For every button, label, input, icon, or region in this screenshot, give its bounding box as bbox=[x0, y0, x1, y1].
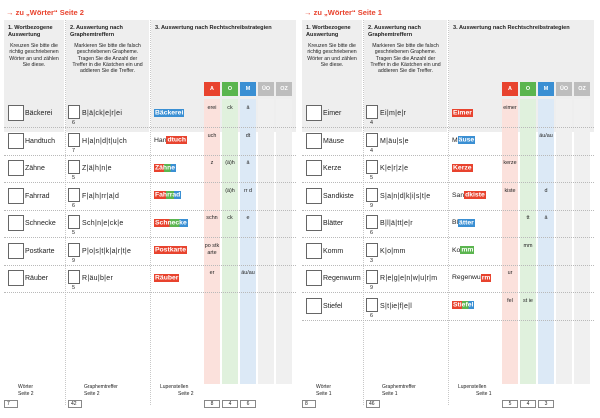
grapheme-count: 4 bbox=[370, 147, 373, 154]
word-checkbox[interactable] bbox=[306, 188, 322, 204]
word-label: Schnecke bbox=[25, 220, 56, 227]
grapheme-segmentation: M|äu|s|e bbox=[380, 137, 409, 145]
grapheme-count: 4 bbox=[370, 120, 373, 126]
word-label: Stiefel bbox=[323, 302, 343, 310]
table-row bbox=[302, 101, 594, 128]
grapheme-segmentation: H|a|n|d|t|u|ch bbox=[82, 137, 128, 145]
table-row bbox=[4, 184, 296, 211]
table-row bbox=[4, 266, 296, 293]
grapheme-count: 9 bbox=[72, 257, 75, 264]
word-checkbox[interactable] bbox=[8, 105, 24, 121]
grapheme-count: 3 bbox=[370, 257, 373, 264]
marked-word bbox=[154, 219, 188, 226]
strategy-cell-m: rr d bbox=[243, 187, 253, 194]
grapheme-count: 6 bbox=[72, 202, 75, 209]
word-checkbox[interactable] bbox=[306, 105, 322, 121]
grapheme-segmentation: R|e|g|e|n|w|u|r|m bbox=[380, 275, 438, 282]
grapheme-count: 9 bbox=[370, 285, 373, 291]
word-label: Postkarte bbox=[25, 247, 55, 255]
marked-highlight: dtuch bbox=[167, 136, 186, 144]
grapheme-count-box[interactable] bbox=[68, 133, 80, 147]
grapheme-count-box[interactable] bbox=[366, 243, 378, 257]
grapheme-segmentation: P|o|s|t|k|a|r|t|e bbox=[82, 247, 132, 255]
strategy-tag: A bbox=[502, 82, 518, 96]
grapheme-count-box[interactable] bbox=[366, 188, 378, 202]
footer-words-page: Seite 2 bbox=[18, 391, 34, 397]
grapheme-count-box[interactable] bbox=[366, 105, 378, 119]
grapheme-segmentation: Ei|m|e|r bbox=[380, 110, 407, 117]
table-row bbox=[302, 211, 594, 238]
left-panel bbox=[4, 8, 296, 413]
marked-word bbox=[452, 247, 474, 254]
grapheme-segmentation: K|o|mm bbox=[380, 247, 406, 255]
word-checkbox[interactable] bbox=[8, 188, 24, 204]
footer-lupen-page: Seite 1 bbox=[476, 391, 492, 397]
strategy-cell-o: tt bbox=[526, 215, 530, 221]
strategy-cell-a: erei bbox=[207, 105, 217, 111]
strategy-tag: OZ bbox=[574, 82, 590, 96]
strategy-cell-o: st ie bbox=[523, 297, 533, 304]
strategy-tag: O bbox=[520, 82, 536, 96]
marked-highlight: Räuber bbox=[155, 274, 179, 281]
footer-graph-label: Graphemtreffer bbox=[382, 384, 416, 390]
word-checkbox[interactable] bbox=[8, 215, 24, 231]
word-label: Blätter bbox=[323, 220, 344, 227]
grapheme-segmentation: Z|ä|h|n|e bbox=[82, 165, 112, 172]
marked-highlight: mm bbox=[461, 246, 474, 254]
strategy-tag: A bbox=[204, 82, 220, 96]
marked-highlight: Postkarte bbox=[155, 246, 186, 254]
marked-word bbox=[154, 137, 187, 144]
grapheme-count-box[interactable] bbox=[68, 105, 80, 119]
word-checkbox[interactable] bbox=[8, 133, 24, 149]
marked-highlight: Schnecke bbox=[155, 219, 187, 226]
marked-word bbox=[154, 164, 176, 171]
strategy-tag: M bbox=[538, 82, 554, 96]
marked-highlight: dkiste bbox=[465, 191, 485, 199]
word-label: Mäuse bbox=[323, 137, 345, 145]
strategy-tag: M bbox=[240, 82, 256, 96]
marked-highlight: Bäckerei bbox=[155, 109, 184, 116]
word-label: Handtuch bbox=[25, 137, 55, 145]
header-title: 3. Auswertung nach Rechtschreibstrategien bbox=[155, 25, 272, 31]
footer-lupen-value: 5 bbox=[502, 400, 518, 408]
grapheme-count: 5 bbox=[370, 175, 373, 181]
word-checkbox[interactable] bbox=[306, 133, 322, 149]
word-label: Komm bbox=[323, 247, 344, 255]
word-label: Fahrrad bbox=[25, 192, 50, 200]
grapheme-count: 7 bbox=[72, 147, 75, 154]
strategy-cell-o: (ä)h bbox=[225, 187, 235, 194]
footer-graph-value: 46 bbox=[366, 400, 380, 408]
grapheme-segmentation: F|a|h|rr|a|d bbox=[82, 192, 120, 200]
grapheme-count-box[interactable] bbox=[68, 160, 80, 174]
footer-lupen-page: Seite 2 bbox=[178, 391, 194, 397]
marked-prefix: M bbox=[452, 136, 458, 144]
grapheme-segmentation: S|a|n|d|k|i|s|t|e bbox=[380, 192, 431, 200]
grapheme-segmentation: B|l|ä|tt|e|r bbox=[380, 220, 413, 227]
marked-highlight: Kerze bbox=[453, 164, 472, 171]
word-checkbox[interactable] bbox=[306, 215, 322, 231]
word-checkbox[interactable] bbox=[306, 298, 322, 314]
footer-graph-page: Seite 2 bbox=[84, 391, 100, 397]
marked-word bbox=[154, 274, 179, 281]
grapheme-count-box[interactable] bbox=[68, 215, 80, 229]
footer-words-value: 7 bbox=[4, 400, 18, 408]
grapheme-count: 5 bbox=[72, 230, 75, 236]
word-label: Sandkiste bbox=[323, 192, 354, 200]
strategy-cell-m: e bbox=[246, 215, 250, 221]
grapheme-count-box[interactable] bbox=[366, 215, 378, 229]
word-checkbox[interactable] bbox=[306, 160, 322, 176]
footer-words-label: Wörter bbox=[18, 384, 33, 390]
header-title: 3. Auswertung nach Rechtschreibstrategien bbox=[453, 25, 570, 31]
marked-word bbox=[452, 302, 474, 309]
table-row bbox=[4, 156, 296, 183]
grapheme-count: 6 bbox=[370, 312, 373, 319]
header-title: 2. Auswertung nach Graphemtreffern bbox=[368, 25, 421, 38]
grapheme-count-box[interactable] bbox=[68, 188, 80, 202]
marked-word bbox=[154, 109, 184, 116]
footer-lupen-label: Lupenstellen bbox=[458, 384, 487, 390]
grapheme-count: 5 bbox=[72, 175, 75, 181]
strategy-cell-o: mm bbox=[523, 242, 533, 249]
footer-lupen-value: 8 bbox=[204, 400, 220, 408]
row-separator bbox=[4, 292, 296, 293]
marked-highlight: rm bbox=[481, 274, 491, 281]
strategy-cell-m: äu/au bbox=[241, 270, 255, 276]
strategy-cell-a: z bbox=[210, 160, 214, 166]
table-row bbox=[302, 266, 594, 293]
grapheme-count: 9 bbox=[370, 202, 373, 209]
header-title: 1. Wortbezogene Auswertung bbox=[8, 25, 53, 38]
grapheme-count-box[interactable] bbox=[68, 243, 80, 257]
marked-highlight: Eimer bbox=[453, 109, 472, 116]
grapheme-count-box[interactable] bbox=[366, 298, 378, 312]
table-row bbox=[302, 184, 594, 211]
word-checkbox[interactable] bbox=[306, 243, 322, 259]
word-label: Regenwurm bbox=[323, 275, 361, 282]
word-checkbox[interactable] bbox=[306, 270, 322, 286]
footer-lupen-value: 4 bbox=[520, 400, 536, 408]
footer-lupen-value: 6 bbox=[240, 400, 256, 408]
strategy-cell-m: d bbox=[544, 187, 548, 194]
strategy-cell-a: uch bbox=[207, 132, 217, 139]
strategy-cell-o: ck bbox=[227, 105, 233, 111]
grapheme-count-box[interactable] bbox=[366, 160, 378, 174]
table-row bbox=[4, 211, 296, 238]
grapheme-count-box[interactable] bbox=[366, 270, 378, 284]
strategy-cell-m: dt bbox=[245, 132, 251, 139]
page-link[interactable]: → zu „Wörter“ Seite 1 bbox=[304, 8, 382, 17]
strategy-cell-a: po stk arte bbox=[204, 242, 220, 256]
header-desc: Kreuzen Sie bitte die richtig geschriebenen Wörter an und zählen Sie diese. bbox=[307, 43, 357, 68]
grapheme-segmentation: Sch|n|e|ck|e bbox=[82, 220, 124, 227]
strategy-tag: ÜO bbox=[556, 82, 572, 96]
word-label: Kerze bbox=[323, 165, 342, 172]
strategy-tag: O bbox=[222, 82, 238, 96]
header-title: 1. Wortbezogene Auswertung bbox=[306, 25, 351, 38]
marked-prefix: Ko bbox=[452, 246, 461, 254]
grapheme-segmentation: B|ä|ck|e|r|ei bbox=[82, 110, 123, 117]
footer-graph-label: Graphemtreffer bbox=[84, 384, 118, 390]
grapheme-segmentation: K|e|r|z|e bbox=[380, 165, 409, 172]
marked-prefix: Regenwu bbox=[452, 274, 481, 281]
header-desc: Kreuzen Sie bitte die richtig geschriebenen Wörter an und zählen Sie diese. bbox=[9, 43, 59, 68]
marked-word bbox=[452, 137, 475, 144]
marked-word bbox=[452, 109, 473, 116]
strategy-cell-a: schn bbox=[206, 215, 218, 221]
marked-highlight: Stiefel bbox=[453, 301, 474, 309]
marked-highlight: Fahrrad bbox=[155, 191, 181, 199]
table-row bbox=[302, 129, 594, 156]
strategy-cell-m: ä bbox=[246, 160, 250, 166]
word-label: Bäckerei bbox=[25, 110, 53, 117]
footer-lupen-value: 3 bbox=[538, 400, 554, 408]
table-row bbox=[302, 156, 594, 183]
marked-word bbox=[154, 192, 181, 199]
strategy-cell-o: (ä)h bbox=[225, 160, 235, 166]
footer-words-label: Wörter bbox=[316, 384, 331, 390]
strategy-cell-a: ur bbox=[507, 270, 513, 276]
grapheme-count-box[interactable] bbox=[68, 270, 80, 284]
word-checkbox[interactable] bbox=[8, 243, 24, 259]
strategy-cell-a: kiste bbox=[504, 187, 516, 194]
marked-word bbox=[452, 164, 473, 171]
marked-highlight: äuse bbox=[458, 136, 475, 144]
marked-word bbox=[452, 274, 491, 281]
grapheme-segmentation: S|t|ie|f|e|l bbox=[380, 302, 413, 310]
marked-word bbox=[154, 247, 187, 254]
header-desc: Markieren Sie bitte die falsch geschriebenen Grapheme. Tragen Sie die Anzahl der Treffer in die Kästchen ein und addieren Sie die Treffer. bbox=[370, 43, 441, 75]
grapheme-segmentation: R|äu|b|er bbox=[82, 275, 114, 282]
strategy-cell-a: fel bbox=[507, 297, 513, 304]
marked-highlight: ätter bbox=[459, 219, 474, 226]
marked-highlight: Zähne bbox=[155, 164, 176, 171]
table-row bbox=[4, 129, 296, 156]
table-row bbox=[302, 239, 594, 266]
grapheme-count-box[interactable] bbox=[366, 133, 378, 147]
word-label: Eimer bbox=[323, 110, 342, 117]
table-row bbox=[4, 239, 296, 266]
header-desc: Markieren Sie bitte die falsch geschriebenen Grapheme. Tragen Sie die Anzahl der Treffer in die Kästchen ein und addieren Sie die Treffer. bbox=[72, 43, 143, 75]
marked-prefix: San bbox=[452, 191, 465, 199]
marked-prefix: Han bbox=[154, 136, 167, 144]
strategy-cell-a: er bbox=[209, 270, 215, 276]
strategy-cell-a: kerze bbox=[503, 160, 517, 166]
table-row bbox=[302, 294, 594, 321]
strategy-tag: OZ bbox=[276, 82, 292, 96]
footer-words-value: 8 bbox=[302, 400, 316, 408]
marked-word bbox=[452, 219, 475, 226]
word-checkbox[interactable] bbox=[8, 160, 24, 176]
strategy-cell-m: äu/au bbox=[539, 132, 553, 139]
strategy-cell-m: ä bbox=[246, 105, 250, 111]
grapheme-count: 6 bbox=[72, 120, 75, 126]
strategy-cell-o: ck bbox=[227, 215, 233, 221]
marked-word bbox=[452, 192, 486, 199]
strategy-cell-m: ä bbox=[544, 215, 548, 221]
page-link[interactable]: → zu „Wörter“ Seite 2 bbox=[6, 8, 84, 17]
footer-graph-page: Seite 1 bbox=[382, 391, 398, 397]
word-label: Zähne bbox=[25, 165, 45, 172]
header-title: 2. Auswertung nach Graphemtreffern bbox=[70, 25, 123, 38]
table-row bbox=[4, 101, 296, 128]
footer-lupen-value: 4 bbox=[222, 400, 238, 408]
word-checkbox[interactable] bbox=[8, 270, 24, 286]
row-separator bbox=[302, 320, 594, 321]
grapheme-count: 6 bbox=[370, 230, 373, 236]
marked-prefix: Bl bbox=[452, 219, 459, 226]
strategy-tag: ÜO bbox=[258, 82, 274, 96]
footer-lupen-label: Lupenstellen bbox=[160, 384, 189, 390]
right-panel bbox=[302, 8, 594, 413]
footer-words-page: Seite 1 bbox=[316, 391, 332, 397]
strategy-cell-a: eimer bbox=[503, 105, 517, 111]
word-label: Räuber bbox=[25, 275, 48, 282]
grapheme-count: 5 bbox=[72, 285, 75, 291]
footer-graph-value: 42 bbox=[68, 400, 82, 408]
